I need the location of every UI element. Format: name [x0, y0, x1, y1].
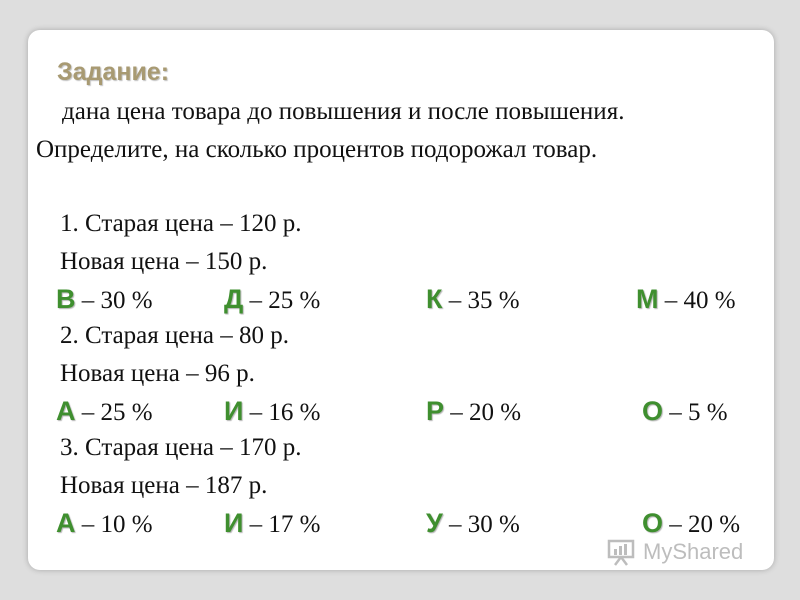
option-letter: И	[224, 396, 244, 426]
problem-3-option-3	[426, 508, 520, 539]
option-value: – 5 %	[663, 399, 728, 426]
option-value: – 35 %	[442, 287, 520, 314]
problem-1-option-4	[636, 284, 736, 315]
problem-3-old-price: 3. Старая цена – 170 р.	[60, 434, 302, 461]
option-value: – 30 %	[442, 511, 520, 538]
option-value: – 17 %	[243, 511, 321, 538]
problem-2-option-1	[56, 396, 153, 427]
problem-3-option-1	[56, 508, 153, 539]
watermark-logo	[607, 538, 743, 566]
problem-3-option-4	[642, 508, 740, 539]
option-letter: А	[56, 508, 76, 538]
intro-line-2: Определите, на сколько процентов подорожал товар.	[36, 136, 598, 163]
problem-1-option-2	[224, 284, 320, 315]
option-letter: У	[426, 508, 443, 538]
problem-1-new-price: Новая цена – 150 р.	[60, 248, 268, 275]
option-letter: О	[642, 508, 664, 538]
presentation-board-icon	[607, 538, 637, 566]
option-letter: К	[426, 284, 443, 314]
problem-2-option-2	[224, 396, 320, 427]
problem-3-option-2	[224, 508, 320, 539]
option-value: – 20 %	[444, 399, 522, 426]
problem-2-option-3	[426, 396, 521, 427]
problem-1-option-3	[426, 284, 520, 315]
problem-1-option-1	[56, 284, 153, 315]
option-letter: М	[636, 284, 659, 314]
option-value: – 30 %	[75, 287, 153, 314]
option-letter: А	[56, 396, 76, 426]
option-value: – 25 %	[243, 287, 321, 314]
option-letter: Д	[224, 284, 244, 314]
watermark-text: MyShared	[643, 539, 744, 564]
option-value: – 40 %	[658, 287, 736, 314]
option-value: – 16 %	[243, 399, 321, 426]
option-value: – 25 %	[75, 399, 153, 426]
option-value: – 20 %	[663, 511, 741, 538]
problem-2-new-price: Новая цена – 96 р.	[60, 360, 255, 387]
problem-3-new-price: Новая цена – 187 р.	[60, 472, 268, 499]
problem-2-old-price: 2. Старая цена – 80 р.	[60, 322, 289, 349]
task-heading: Задание:	[57, 58, 170, 86]
problem-2-option-4	[642, 396, 728, 427]
option-value: – 10 %	[75, 511, 153, 538]
option-letter: В	[56, 284, 76, 314]
option-letter: И	[224, 508, 244, 538]
option-letter: Р	[426, 396, 445, 426]
problem-1-old-price: 1. Старая цена – 120 р.	[60, 210, 302, 237]
option-letter: О	[642, 396, 664, 426]
intro-line-1: дана цена товара до повышения и после повышения.	[62, 98, 625, 125]
